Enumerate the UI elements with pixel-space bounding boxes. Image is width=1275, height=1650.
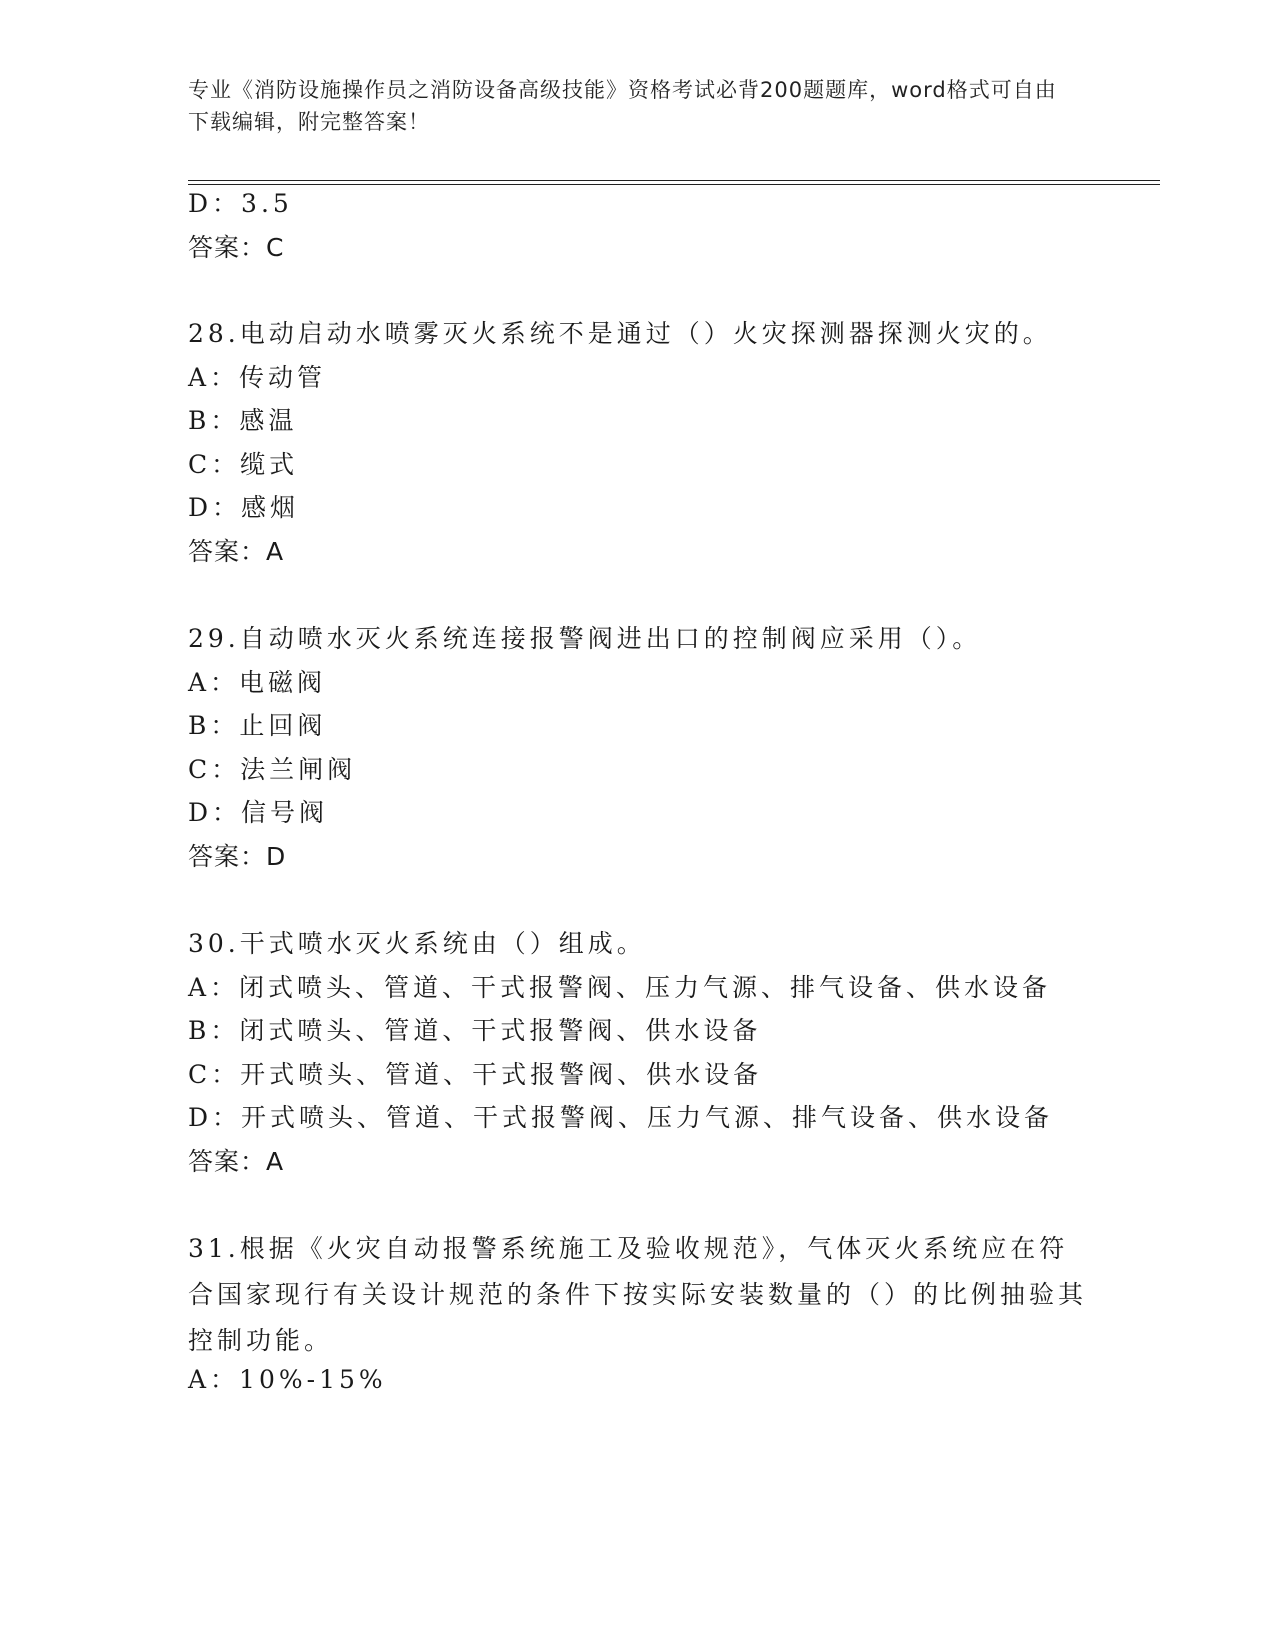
question-31-option-a: A：10%-15% xyxy=(188,1365,387,1394)
question-28-answer: 答案：A xyxy=(188,537,285,566)
question-30-option-a: A：闭式喷头、管道、干式报警阀、压力气源、排气设备、供水设备 xyxy=(188,973,1052,1002)
question-29-option-a: A：电磁阀 xyxy=(188,668,327,697)
question-29-answer: 答案：D xyxy=(188,842,287,871)
document-header: 专业《消防设施操作员之消防设备高级技能》资格考试必背200题题库，word格式可自由下载编辑，附完整答案！ xyxy=(188,78,1057,134)
question-30-stem: 30.干式喷水灭火系统由（）组成。 xyxy=(188,929,646,958)
question-30-answer: 答案：A xyxy=(188,1147,285,1176)
question-30-option-c: C：开式喷头、管道、干式报警阀、供水设备 xyxy=(188,1060,763,1089)
question-30-option-b: B：闭式喷头、管道、干式报警阀、供水设备 xyxy=(188,1016,762,1045)
question-29-option-b: B：止回阀 xyxy=(188,711,327,740)
question-30-option-d: D：开式喷头、管道、干式报警阀、压力气源、排气设备、供水设备 xyxy=(188,1103,1054,1132)
question-31-stem: 31.根据《火灾自动报警系统施工及验收规范》，气体灭火系统应在符合国家现行有关设计规范的条件下按实际安装数量的（）的比例抽验其控制功能。 xyxy=(188,1234,1088,1355)
question-28-stem: 28.电动启动水喷雾灭火系统不是通过（）火灾探测器探测火灾的。 xyxy=(188,319,1052,348)
question-29-stem: 29.自动喷水灭火系统连接报警阀进出口的控制阀应采用（）。 xyxy=(188,624,982,653)
question-28-option-d: D：感烟 xyxy=(188,493,300,522)
question-28-option-c: C：缆式 xyxy=(188,450,299,479)
header-divider-bottom xyxy=(188,184,1160,185)
question-28-option-b: B：感温 xyxy=(188,406,298,435)
prev-option-d: D：3.5 xyxy=(188,189,293,218)
header-divider-top xyxy=(188,180,1160,181)
question-28-option-a: A：传动管 xyxy=(188,363,327,392)
question-29-option-d: D：信号阀 xyxy=(188,798,329,827)
question-29-option-c: C：法兰闸阀 xyxy=(188,755,357,784)
prev-answer: 答案：C xyxy=(188,233,285,262)
